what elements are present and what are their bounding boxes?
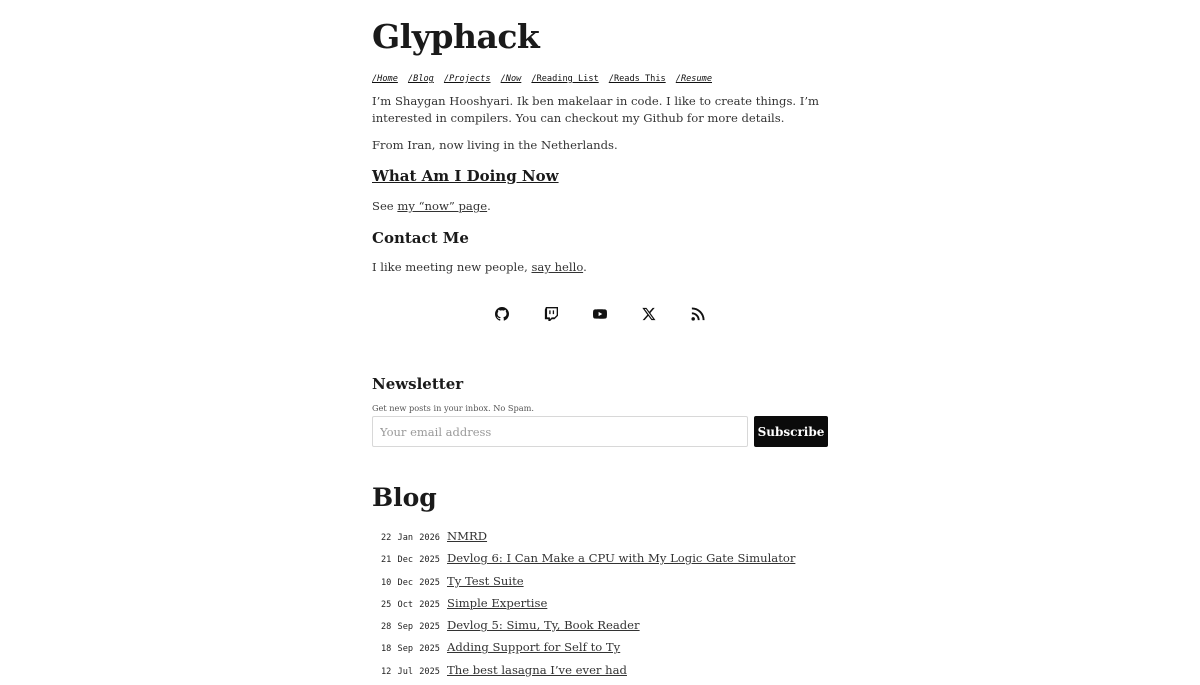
blog-post-item <box>372 640 830 662</box>
nav-projects-link[interactable]: /Projects <box>443 74 491 84</box>
post-title-link[interactable]: Adding Support for Self to Ty <box>447 640 621 655</box>
nav-home-link[interactable]: /Home <box>372 74 398 84</box>
location-text: From Iran, now living in the Netherlands. <box>372 138 618 152</box>
github-link[interactable]: Github <box>643 111 684 125</box>
rss-icon[interactable] <box>689 305 707 323</box>
newsletter-heading: Newsletter <box>372 375 464 393</box>
post-date: 28 Sep 2025 <box>381 622 440 633</box>
contact-paragraph <box>372 259 587 276</box>
now-paragraph <box>372 198 491 215</box>
youtube-icon[interactable] <box>591 305 609 323</box>
x-icon[interactable] <box>640 305 658 323</box>
post-date: 25 Oct 2025 <box>381 599 440 610</box>
nav-blog-link[interactable]: /Blog <box>407 74 434 84</box>
post-date: 10 Dec 2025 <box>381 577 440 588</box>
post-title-link[interactable]: Ty Test Suite <box>447 573 524 588</box>
intro-text-end: for more details. <box>683 111 785 125</box>
blog-heading: Blog <box>372 483 437 512</box>
nav-reading-list-link[interactable]: /Reading_List <box>531 74 599 84</box>
blog-post-list <box>372 529 830 685</box>
newsletter-description: Get new posts in your inbox. No Spam. <box>372 403 534 413</box>
blog-post-item <box>372 663 830 685</box>
site-title: Glyphack <box>372 17 540 56</box>
post-title-link[interactable]: NMRD <box>447 529 488 543</box>
now-prefix: See <box>372 199 398 213</box>
post-title-link[interactable]: Devlog 6: I Can Make a CPU with My Logic Gate Simulator <box>447 551 796 566</box>
nav-resume-link[interactable]: /Resume <box>675 74 712 84</box>
nav-reads-this-link[interactable]: /Reads This <box>608 74 666 84</box>
blog-post-item <box>372 574 830 596</box>
post-title-link[interactable]: The best lasagna I’ve ever had <box>447 662 627 677</box>
post-title-link[interactable]: Devlog 5: Simu, Ty, Book Reader <box>447 618 640 633</box>
social-links <box>372 305 830 323</box>
post-date: 18 Sep 2025 <box>381 644 440 655</box>
github-icon[interactable] <box>493 305 511 323</box>
twitch-icon[interactable] <box>542 305 560 323</box>
intro-paragraph <box>372 93 832 127</box>
blog-post-item <box>372 551 830 573</box>
contact-suffix: . <box>583 260 587 274</box>
contact-heading: Contact Me <box>372 229 469 247</box>
nav-now-link[interactable]: /Now <box>500 74 522 84</box>
email-input[interactable] <box>372 416 748 447</box>
blog-post-item <box>372 529 830 551</box>
subscribe-button[interactable]: Subscribe <box>754 416 828 447</box>
say-hello-link[interactable]: say hello <box>531 260 584 274</box>
now-page-link[interactable]: my “now” page <box>397 199 488 213</box>
blog-post-item <box>372 618 830 640</box>
contact-prefix: I like meeting new people, <box>372 260 532 274</box>
intro-text: I’m Shaygan Hooshyari. Ik ben makelaar in code. I like to create things. I’m interested in compilers. You can checkout my <box>372 94 820 125</box>
now-heading-link[interactable]: What Am I Doing Now <box>372 167 559 185</box>
post-date: 21 Dec 2025 <box>381 555 440 566</box>
blog-post-item <box>372 596 830 618</box>
now-suffix: . <box>487 199 491 213</box>
top-nav <box>372 66 717 85</box>
post-date: 12 Jul 2025 <box>381 666 440 677</box>
post-date: 22 Jan 2026 <box>381 533 440 543</box>
post-title-link[interactable]: Simple Expertise <box>447 595 548 610</box>
